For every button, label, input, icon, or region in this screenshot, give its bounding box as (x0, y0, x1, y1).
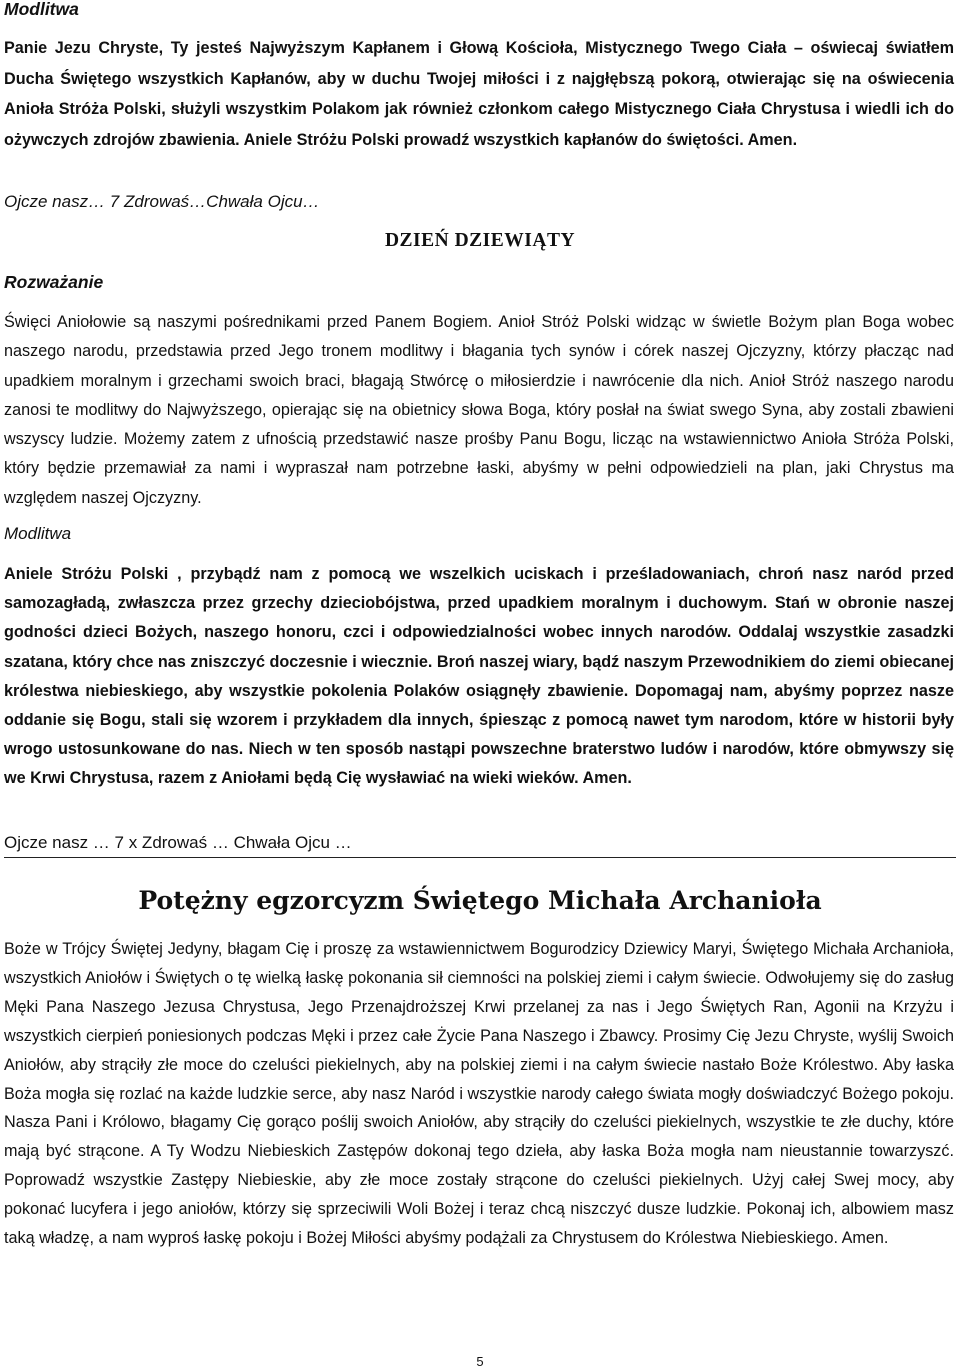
section-heading-modlitwa: Modlitwa (4, 0, 79, 19)
exorcism-paragraph: Boże w Trójcy Świętej Jedyny, błagam Cię i proszę za wstawiennictwem Bogurodzicy Dziewicy Maryi, Świętego Michała Archanioła, wszystkich Aniołów i Świętych o tę wielką łaskę pokonania sił ciemności na polskiej ziemi i całym świecie. Odwołujemy się do zasług Męki Pana Naszego Jezusa Chrystusa, Jego Przenajdroższej Krwi przelanej za nas i Jego Świętych Ran, Agonii na Krzyżu i wszystkich cierpień poniesionych podczas Męki i przez całe Życie Pana Naszego i Zbawcy. Prosimy Cię Jezu Chryste, wyślij Swoich Aniołów, aby strąciły złe moce do czeluści piekielnych, aby na polskiej ziemi i na całym świecie nastało Boże Królestwo. Aby łaska Boża mogła się rozlać na każde ludzkie serce, aby nasz Naród i wszystkie narody całego świata mogły doświadczyć Bożego pokoju. Nasza Pani i Królowo, błagamy Cię gorąco poślij swoich Aniołów, aby strąciły do czeluści piekielnych, wszystkie te złe duchy, które mają być strącone. A Ty Wodzu Niebieskich Zastępów dokonaj tego dzieła, aby łaska Boża mogła nam nieustannie towarzyszć. Poprowadź wszystkie Zastępy Niebieskie, aby złe moce zostały strącone do czeluści piekielnych. Użyj całej Swej mocy, aby pokonać lucyfera i jego aniołów, którzy się sprzeciwili Woli Bożej i teraz chcą niszczyć dusze ludzkie. Pokonaj ich, albowiem masz taką władzę, a nam wyproś łaskę pokoju i Bożej Miłości abyśmy podążali za Chrystusem do Królestwa Niebieskiego. Amen. (4, 940, 954, 1248)
priests-prayer-paragraph: Panie Jezu Chryste, Ty jesteś Najwyższym Kapłanem i Głową Kościoła, Mistycznego Twego Ciała – oświecaj światłem Ducha Świętego wszystkich Kapłanów, aby w duchu Twojej miłości i z najgłębszą pokorą, otwierając się na oświecenia Anioła Stróża Polski, służyli wszystkim Polakom jak również członkom całego Mistycznego Ciała Chrystusa i wiedli ich do ożywczych zdrojów zbawienia. Aniele Stróżu Polski prowadź wszystkich kapłanów do świętości. Amen. (4, 39, 954, 149)
day-title: DZIEŃ DZIEWIĄTY (384, 230, 576, 251)
prayer-heading: Modlitwa (4, 524, 72, 543)
prayer-closing-line: Ojcze nasz… 7 Zdrowaś…Chwała Ojcu… (4, 192, 320, 211)
reflection-heading: Rozważanie (4, 272, 104, 292)
page-number: 5 (476, 1354, 484, 1369)
exorcism-title: Potężny egzorcyzm Świętego Michała Archanioła (138, 886, 822, 915)
guardian-angel-prayer-paragraph: Aniele Stróżu Polski , przybądź nam z pomocą we wszelkich uciskach i prześladowaniach, chroń nasz naród przed samozagładą, zwłaszcza przez grzechy dzieciobójstwa, przed upadkiem moralnym i duchowym. Stań w obronie naszej godności dzieci Bożych, naszego honoru, czci i odpowiedzialności wobec innych narodów. Oddalaj wszystkie zasadzki szatana, który chce nas zniszczyć doczesnie i wiecznie. Broń naszej wiary, bądź naszym Przewodnikiem do ziemi obiecanej królestwa niebieskiego, aby wszystkie pokolenia Polaków osiągnęły zbawienie. Dopomagaj nam, abyśmy poprzez nasze oddanie się Bogu, stali się wzorem i przykładem dla innych, śpiesząc z pomocą nawet tym narodom, które w historii były wrogo ustosunkowane do nas. Niech w ten sposób nastąpi powszechne braterstwo ludów i narodów, które obmywszy się we Krwi Chrystusa, razem z Aniołami będą Cię wysławiać na wieki wieków. Amen. (4, 565, 954, 788)
day-closing-line: Ojcze nasz … 7 x Zdrowaś … Chwała Ojcu … (4, 833, 352, 852)
section-divider (4, 857, 956, 858)
reflection-paragraph: Święci Aniołowie są naszymi pośrednikami przed Panem Bogiem. Anioł Stróż Polski widząc w świetle Bożym plan Boga wobec naszego narodu, przedstawia przed Jego tronem modlitwy i błagania tych synów i córek naszej Ojczyzny, którzy płacząc nad upadkiem moralnym i grzechami swoich braci, błagają Stwórcę o miłosierdzie i nawrócenie dla nich. Anioł Stróż naszego narodu zanosi te modlitwy do Najwyższego, opierając się na obietnicy słowa Boga, który posłał na świat swego Syna, aby zostali zbawieni wszyscy ludzie. Możemy zatem z ufnością przedstawić nasze prośby Panu Bogu, licząc na wstawiennictwo Anioła Stróża Polski, który będzie przemawiał za nami i wypraszał nam potrzebne łaski, abyśmy w pełni odpowiedzieli na plan, jaki Chrystus ma względem naszej Ojczyzny. (4, 313, 954, 507)
